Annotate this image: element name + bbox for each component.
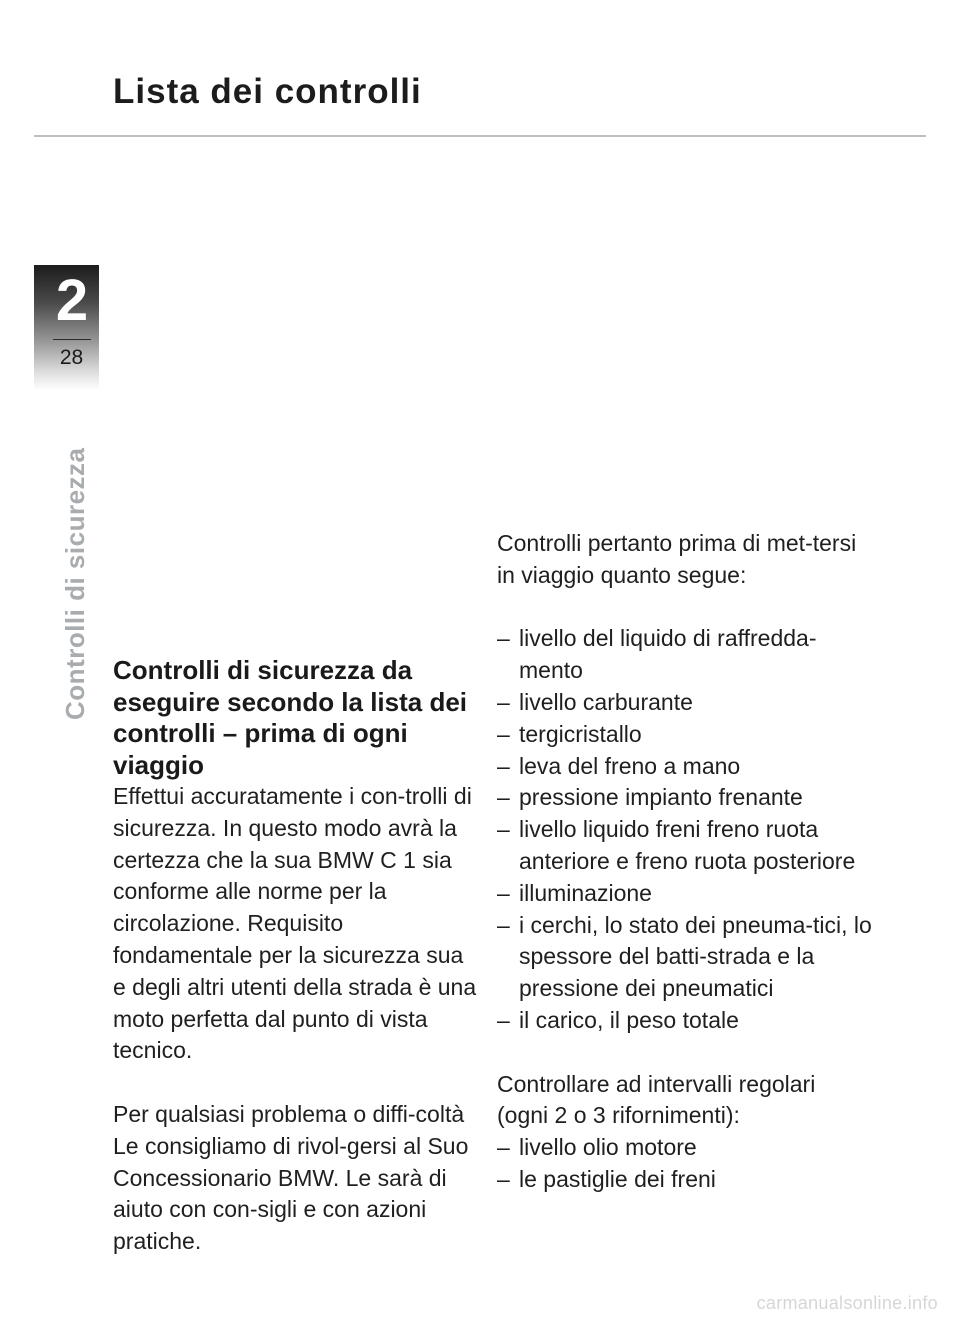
intro-paragraph: Effettui accuratamente i con-trolli di sicurezza. In questo modo avrà la certezza che la sua BMW C 1 sia conforme alle norme per la circolazione. Requisito fondamentale per la sicurezza sua e degli altri utenti della strada è una moto perfetta dal punto di vista tecnico. [113, 783, 477, 1064]
watermark: carmanualsonline.info [756, 1293, 938, 1313]
chapter-number: 2 [55, 268, 89, 333]
checklist-item: – tergicristallo [497, 719, 872, 751]
page-title: Lista dei controlli [113, 72, 422, 111]
page-number: 28 [59, 346, 84, 369]
checklist-item: – il carico, il peso totale [497, 1005, 872, 1037]
interval-intro: Controllare ad intervalli regolari (ogni 2 o 3 rifornimenti): [497, 1070, 816, 1129]
checklist-item: – pressione impianto frenante [497, 782, 872, 814]
title-divider [34, 135, 926, 137]
checklist-item: – illuminazione [497, 878, 872, 910]
checklist-item: – livello carburante [497, 687, 872, 719]
checklist-intro: Controlli pertanto prima di met-tersi in viaggio quanto segue: [497, 530, 857, 588]
right-column [497, 528, 872, 1196]
checklist-item: – i cerchi, lo stato dei pneuma-tici, lo spessore del batti-strada e la pressione dei pneumatici [497, 910, 872, 1005]
interval-checklist [497, 1132, 872, 1196]
interval-item: – le pastiglie dei freni [497, 1164, 872, 1196]
pre-trip-checklist [497, 623, 872, 1036]
checklist-item: – leva del freno a mano [497, 751, 872, 783]
checklist-item: – livello del liquido di raffredda-mento [497, 623, 872, 687]
section-side-label: Controlli di sicurezza [60, 447, 90, 720]
interval-item: – livello olio motore [497, 1132, 872, 1164]
dealer-paragraph: Per qualsiasi problema o diffi-coltà Le consigliamo di rivol-gersi al Suo Concessionario BMW. Le sarà di aiuto con con-sigli e con azioni pratiche. [113, 1100, 469, 1255]
checklist-item: – livello liquido freni freno ruota anteriore e freno ruota posteriore [497, 814, 872, 878]
left-column [113, 655, 478, 1258]
section-heading: Controlli di sicurezza da eseguire secondo la lista dei controlli – prima di ogni viaggio [113, 655, 468, 780]
chapter-tab-divider [53, 339, 91, 340]
